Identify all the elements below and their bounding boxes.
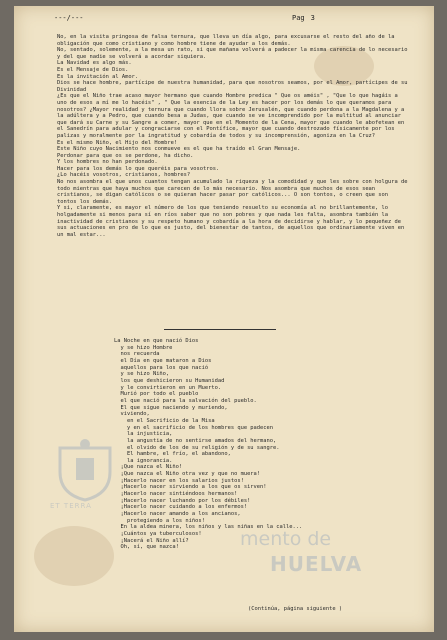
poem-line: Murió por todo el pueblo bbox=[114, 391, 199, 398]
poem-line: en el Sacrificio de la Misa bbox=[114, 417, 215, 424]
poem-line: y en el sacrificio de los hombres que padecen bbox=[114, 424, 274, 431]
prose-paragraph: ¿Es que el Niño trae acaso mayor hermano que cuando Hombre predica " Que os améis" , "Que lo que hagáis a uno de esos a mí me lo hacéis" , " Que la esencia de la Ley es hacer por los demás lo que queramos para nosotros? ¿Mayor realidad y ternura que cuando llora sobre Jerusalén, que cuando perdona a la Magdalena y a la adúltera y a Pedro, que cuando besa a Judas, que cuando se ve incomprendido por la multitud al anunciar que dará su Carne y su Sangre a comer, mayor que en el Momento de la Cena, mayor que cuando le abofetean en el Sanedrín para adular y congraciarse con el Pontífice, mayor que cuando destrozado físicamente por los palizas y moralmente por la ingratitud y cobardía de todos y su incomprensión, agoniza en la Cruz? bbox=[57, 93, 408, 139]
poem-line: la injusticia, bbox=[114, 431, 173, 438]
prose-paragraph: La Navidad es algo más. bbox=[57, 60, 132, 67]
poem-line: aquellos para los que nació bbox=[114, 364, 209, 371]
poem-line: ¡Que nazca el Niño! bbox=[114, 464, 183, 471]
poem-line: ¡Hacerlo nacer luchando por los débiles! bbox=[114, 497, 251, 504]
prose-paragraph: No nos asombra el que unos cuantos tengan acumulado la riqueza y la comodidad y que les sobre con holgura de todo mientras que haya muchos que carecen de lo más necesario. Nos asombra que muchos de esos sean cristianos, se digan católicos o se quieran hacer pasar por católicos... O son tontos, o creen que son tontos los demás. bbox=[57, 179, 411, 205]
poem-line: y se hizo Niño, bbox=[114, 371, 170, 378]
poem-line: Oh, sí, que nazca! bbox=[114, 544, 179, 551]
poem-line: ¡Hacerlo nacer amando a los ancianos, bbox=[114, 511, 241, 518]
page-number: 3 bbox=[310, 14, 315, 22]
poem-line: el olvido de los de su religión y de su sangre. bbox=[114, 444, 280, 451]
prose-paragraph: Es el Mensaje de Dios. bbox=[57, 66, 129, 73]
poem-line: el que nació para la salvación del pueblo. bbox=[114, 397, 257, 404]
poem-line: y se hizo Hombre bbox=[114, 344, 173, 351]
poem-line: El hambre, el frío, el abandono, bbox=[114, 451, 231, 458]
prose-paragraph: No, sentado, solemente, a la mesa un rato, si que mañana volverá a padecer la misma carencia de lo necesario y del que nadie se volverá a acordar siquiera. bbox=[57, 47, 411, 60]
poem-line: ¡Nacerá el Niño allí? bbox=[114, 537, 189, 544]
page-header bbox=[54, 14, 422, 26]
poem-line: la ignorancia. bbox=[114, 457, 173, 464]
crest-icon bbox=[50, 438, 120, 502]
prose-paragraph: Dios se hace hombre, partícipe de nuestra humanidad, para que nosotros seamos, por el Amor, partícipes de su Divinidad bbox=[57, 80, 411, 93]
prose-paragraph: Este Niño cuyo Nacimiento nos conmueve es el que ha traído el Gran Mensaje. bbox=[57, 146, 301, 153]
page-indicator bbox=[292, 14, 315, 22]
watermark-line-1: mento de bbox=[240, 528, 332, 550]
poem-line: y le convirtieron en un Muerto. bbox=[114, 384, 222, 391]
watermark-small-text: ET TERRA bbox=[50, 502, 92, 510]
poem-line: ¡Que nazca el Niño otra vez y que no muera! bbox=[114, 471, 261, 478]
watermark-line-2: HUELVA bbox=[270, 552, 363, 576]
prose-section bbox=[57, 34, 409, 238]
poem-line: ¡Hacerlo nacer sirviendo a los que os sirven! bbox=[114, 484, 267, 491]
poem-line: ¡Hacerlo nacer en los salarios justos! bbox=[114, 477, 244, 484]
section-divider bbox=[164, 329, 276, 330]
prose-paragraph: Y si, claramente, es mayor el número de los que teniendo resuelto su economía al no brillantemente, lo holgadamente si menos para sí en ríos saber que no son pobres y que nada les falta, asombra también la inactividad de cristianos y su respeto humano y cobardía a la hora de decidirse y hablar, y lo pequeñez de sus actuaciones en pro de lo que es justo, del bienestar de tantos, de aquellos que ordinariamente viven en un mal estar... bbox=[57, 205, 408, 238]
document-reference: ---/--- bbox=[54, 14, 84, 22]
poem-line: ¡Hacerlo nacer sintiéndoos hermanos! bbox=[114, 491, 238, 498]
paper-stain bbox=[34, 526, 114, 586]
prose-paragraph: Hacer para los demás lo que queréis para vosotros. bbox=[57, 165, 220, 172]
document-page bbox=[14, 6, 434, 632]
prose-paragraph: No, en la visita pringosa de falsa ternura, que lleva un día algo, para excusarse el resto del año de la obligación que como cristiano y como hombre tiene de ayudar a los demás. bbox=[57, 34, 398, 47]
prose-paragraph: Es la invitación al Amor. bbox=[57, 73, 139, 80]
poem-section bbox=[114, 338, 414, 551]
continuation-note: (Continúa, página siguiente ) bbox=[248, 606, 343, 612]
poem-line: ¡Cuántos ya tuberculosos! bbox=[114, 531, 202, 538]
poem-line: la angustia de no sentirse amados del hermano, bbox=[114, 437, 277, 444]
poem-line: La Noche en que nació Dios bbox=[114, 338, 199, 344]
prose-paragraph: Es el mismo Niño, el Hijo del Hombre! bbox=[57, 139, 178, 146]
prose-paragraph: ¿Lo hacéis vosotros, cristianos, hombres? bbox=[57, 172, 191, 179]
prose-paragraph: Perdonar para que os se perdone, ha dicho. bbox=[57, 152, 194, 159]
poem-line: En la aldea minera, los niños y las niñas en la calle... bbox=[114, 524, 303, 531]
poem-line: El que sigue naciendo y muriendo, bbox=[114, 404, 228, 411]
page-label: Pag bbox=[292, 14, 305, 22]
poem-line: viviendo, bbox=[114, 411, 150, 418]
poem-line: los que deshicieron su Humanidad bbox=[114, 377, 225, 384]
poem-line: ¡Hacerlo nacer cuidando a los enfermos! bbox=[114, 504, 248, 511]
poem-line: el Día en que mataron a Dios bbox=[114, 357, 212, 364]
poem-line: nos recuerda bbox=[114, 351, 160, 358]
prose-paragraph: Y los hombres no han perdonado. bbox=[57, 159, 158, 166]
poem-line: protegiendo a los niños! bbox=[114, 517, 205, 524]
